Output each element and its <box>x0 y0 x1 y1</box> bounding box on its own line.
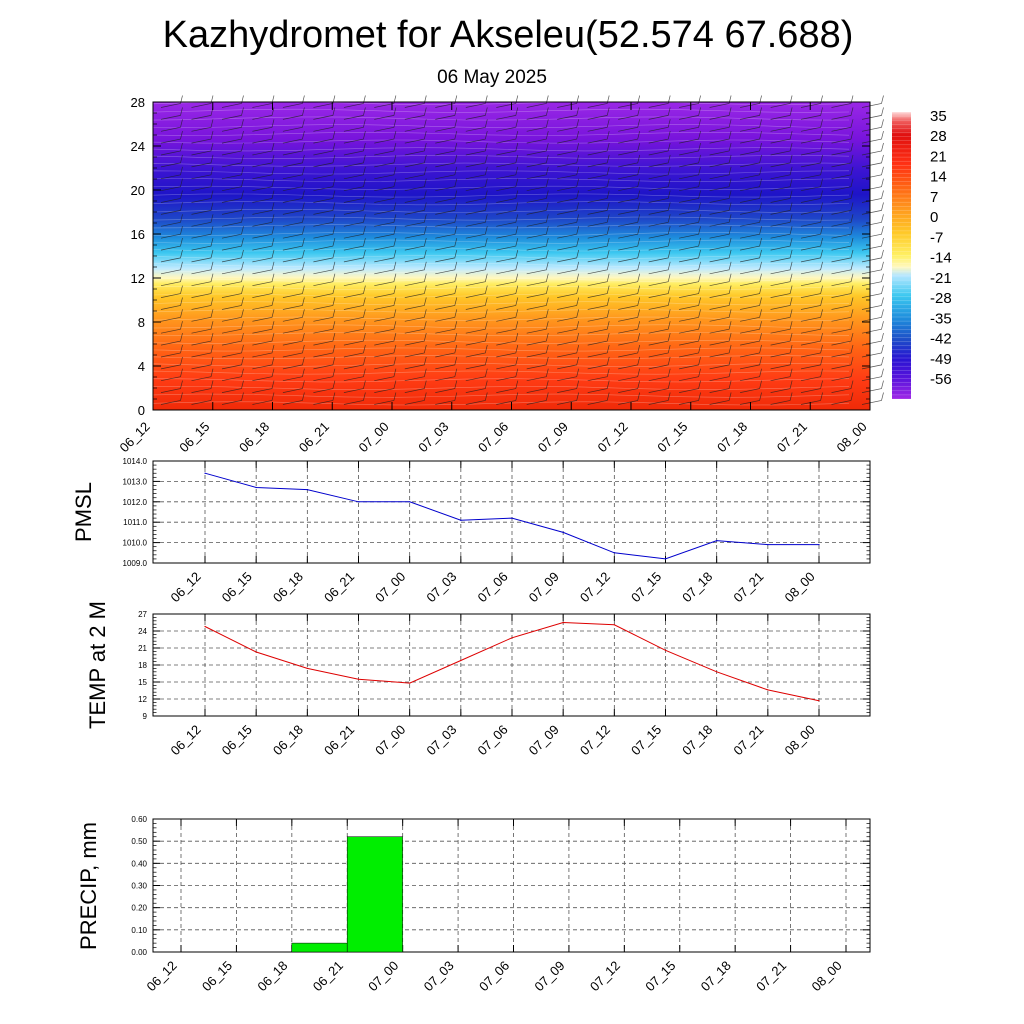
x-tick-label: 07_06 <box>474 721 511 759</box>
colorbar-label: 28 <box>930 128 947 146</box>
data-point <box>511 518 512 519</box>
y-tick-label: 1014.0 <box>122 457 147 466</box>
heatmap-x-tick-label: 07_18 <box>714 418 751 456</box>
colorbar-label: -7 <box>930 229 944 247</box>
precip-ylabel: PRECIP, mm <box>76 822 101 950</box>
x-tick-label: 07_15 <box>642 957 679 995</box>
data-point <box>204 473 205 474</box>
y-tick-label: 24 <box>138 627 147 636</box>
data-point <box>563 532 564 533</box>
y-tick-label: 1012.0 <box>122 497 147 507</box>
y-tick-label: 1013.0 <box>122 477 147 487</box>
colorbar-label: 14 <box>930 168 947 186</box>
heatmap-panel <box>117 95 884 455</box>
x-tick-label: 07_18 <box>679 568 716 606</box>
precip-panel <box>76 815 870 994</box>
x-tick-label: 08_00 <box>781 721 818 759</box>
heatmap-x-tick-label: 06_12 <box>116 418 153 456</box>
data-point <box>614 624 615 625</box>
data-point <box>716 540 717 541</box>
x-tick-label: 07_15 <box>628 568 665 606</box>
precip-bar <box>347 837 402 952</box>
heatmap-x-tick-label: 07_15 <box>654 418 691 456</box>
data-point <box>767 544 768 545</box>
colorbar-label: -49 <box>930 350 952 368</box>
colorbar-label: -35 <box>930 310 952 328</box>
data-point <box>358 501 359 502</box>
x-tick-label: 06_15 <box>218 721 255 759</box>
colorbar-label: 0 <box>930 209 939 227</box>
y-tick-label: 0.60 <box>131 815 147 824</box>
x-tick-label: 06_12 <box>143 957 180 995</box>
y-tick-label: 18 <box>138 661 147 670</box>
x-tick-label: 07_09 <box>531 957 568 995</box>
heatmap-x-tick-label: 07_21 <box>773 418 810 456</box>
data-point <box>818 544 819 545</box>
x-tick-label: 07_12 <box>576 568 614 606</box>
data-point <box>358 679 359 680</box>
x-tick-label: 06_21 <box>321 568 358 606</box>
y-tick-label: 12 <box>138 695 147 704</box>
heatmap-x-tick-label: 07_12 <box>594 418 631 456</box>
heatmap-x-tick-label: 07_00 <box>355 418 392 456</box>
y-tick-label: 21 <box>138 644 147 653</box>
x-tick-label: 08_00 <box>781 568 818 606</box>
y-tick-label: 9 <box>142 712 147 721</box>
data-point <box>409 501 410 502</box>
heatmap-x-tick-label: 07_09 <box>534 418 571 456</box>
data-point <box>409 683 410 684</box>
x-tick-label: 06_21 <box>309 957 346 995</box>
x-tick-label: 07_06 <box>474 568 511 606</box>
y-tick-label: 1010.0 <box>122 538 147 548</box>
x-tick-label: 07_15 <box>628 721 665 759</box>
x-tick-label: 07_09 <box>525 568 562 606</box>
data-point <box>256 651 257 652</box>
colorbar-label: -56 <box>930 371 952 388</box>
pmsl-panel <box>71 457 870 605</box>
x-tick-label: 07_03 <box>423 568 460 606</box>
data-point <box>665 558 666 559</box>
heatmap-y-tick-label: 24 <box>130 139 145 154</box>
x-tick-label: 07_21 <box>730 568 767 606</box>
colorbar-label: -42 <box>930 330 952 348</box>
x-tick-label: 07_18 <box>697 957 734 995</box>
colorbar-label: 7 <box>930 188 939 206</box>
data-point <box>460 660 461 661</box>
x-tick-label: 07_03 <box>420 957 457 995</box>
data-point <box>767 689 768 690</box>
x-tick-label: 07_00 <box>365 957 402 995</box>
y-tick-label: 1011.0 <box>123 518 147 528</box>
colorbar <box>892 108 952 399</box>
x-tick-label: 07_12 <box>586 957 624 995</box>
x-tick-label: 07_21 <box>730 721 767 759</box>
data-point <box>818 700 819 701</box>
colorbar-label: 35 <box>930 108 947 125</box>
heatmap-y-tick-label: 0 <box>137 403 145 418</box>
colorbar-label: 21 <box>930 148 947 166</box>
colorbar-label: -21 <box>930 269 952 287</box>
x-tick-label: 07_00 <box>372 721 409 759</box>
data-point <box>204 626 205 627</box>
pmsl-ylabel: PMSL <box>71 482 96 542</box>
x-tick-label: 06_18 <box>269 721 307 759</box>
heatmap-y-tick-label: 12 <box>130 271 145 286</box>
heatmap-y-tick-label: 8 <box>137 315 145 330</box>
data-point <box>511 637 512 638</box>
colorbar-label: -28 <box>930 290 952 308</box>
series-line <box>205 623 819 701</box>
x-tick-label: 07_09 <box>525 721 562 759</box>
data-point <box>307 668 308 669</box>
data-point <box>665 650 666 651</box>
y-tick-label: 27 <box>138 610 147 619</box>
heatmap-y-tick-label: 4 <box>137 359 145 374</box>
heatmap-x-tick-label: 07_06 <box>475 418 512 456</box>
x-tick-label: 08_00 <box>808 957 845 995</box>
y-tick-label: 0.00 <box>131 948 147 957</box>
x-tick-label: 07_18 <box>679 721 716 759</box>
precip-bar <box>292 943 347 952</box>
chart-subtitle: 06 May 2025 <box>437 67 547 88</box>
heatmap-x-tick-label: 07_03 <box>415 418 452 456</box>
heatmap-y-tick-label: 20 <box>130 183 145 198</box>
y-tick-label: 0.10 <box>131 925 147 935</box>
x-tick-label: 06_18 <box>254 957 291 995</box>
x-tick-label: 06_12 <box>167 721 204 759</box>
data-point <box>460 520 461 521</box>
heatmap-x-tick-label: 06_21 <box>295 418 332 456</box>
x-tick-label: 06_15 <box>198 957 236 995</box>
panel-frame <box>153 461 870 563</box>
y-tick-label: 0.40 <box>131 859 147 869</box>
x-tick-label: 06_15 <box>218 568 255 606</box>
y-tick-label: 0.50 <box>131 837 147 847</box>
heatmap-x-tick-label: 06_18 <box>236 418 273 456</box>
y-tick-label: 0.20 <box>131 903 147 913</box>
heatmap-x-tick-label: 06_15 <box>176 418 213 456</box>
heatmap-y-tick-label: 28 <box>130 95 145 110</box>
data-point <box>716 671 717 672</box>
x-tick-label: 06_18 <box>269 568 307 606</box>
x-tick-label: 06_21 <box>321 721 358 759</box>
heatmap-x-tick-label: 08_00 <box>833 418 870 456</box>
x-tick-label: 07_12 <box>576 721 614 759</box>
y-tick-label: 1009.0 <box>122 559 147 568</box>
data-point <box>307 489 308 490</box>
temp-ylabel: TEMP at 2 M <box>85 601 110 729</box>
x-tick-label: 07_06 <box>476 957 513 995</box>
heatmap-y-tick-label: 16 <box>130 227 145 242</box>
temp-panel <box>85 601 870 758</box>
data-point <box>614 552 615 553</box>
y-tick-label: 0.30 <box>131 881 147 891</box>
x-tick-label: 06_12 <box>167 568 204 606</box>
x-tick-label: 07_00 <box>372 568 409 606</box>
chart-title: Kazhydromet for Akseleu(52.574 67.688) <box>162 14 854 56</box>
colorbar-label: -14 <box>930 249 952 267</box>
x-tick-label: 07_21 <box>753 957 790 995</box>
x-tick-label: 07_03 <box>423 721 460 759</box>
y-tick-label: 15 <box>138 678 147 687</box>
data-point <box>563 622 564 623</box>
colorbar-labels <box>930 108 952 388</box>
data-point <box>256 487 257 488</box>
